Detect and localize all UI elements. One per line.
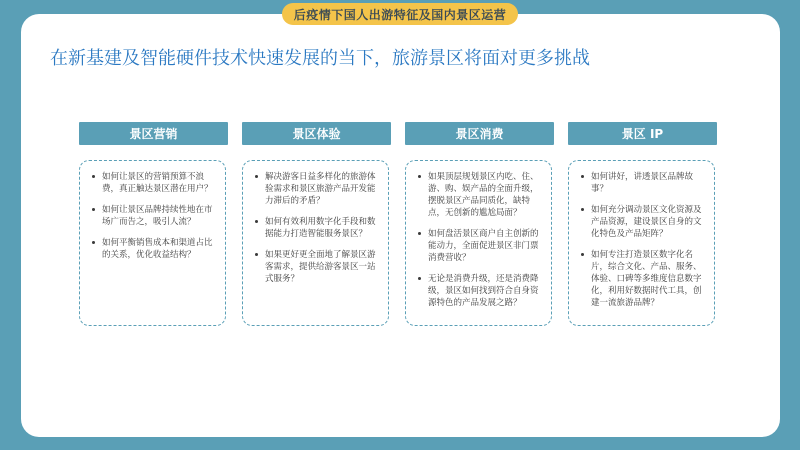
column-header-marketing: 景区营销: [79, 122, 228, 145]
question-list: [253, 171, 380, 285]
column-box-consumption: [405, 160, 552, 326]
column-box-ip: [568, 160, 715, 326]
list-item: 如何有效利用数字化手段和数据能力打造智能服务景区？: [253, 216, 380, 240]
column-box-marketing: [79, 160, 226, 326]
list-item: 如何专注打造景区数字化名片，综合文化、产品、服务、体验、口碑等多维度信息数字化，利用好数据时代工具，创建一流旅游品牌？: [579, 249, 706, 309]
list-item: 如何讲好，讲透景区品牌故事？: [579, 171, 706, 195]
list-item: 解决游客日益多样化的旅游体验需求和景区旅游产品开发能力滞后的矛盾？: [253, 171, 380, 207]
page-heading: 在新基建及智能硬件技术快速发展的当下，旅游景区将面对更多挑战: [50, 48, 590, 69]
column-header-experience: 景区体验: [242, 122, 391, 145]
column-header-ip: 景区 IP: [568, 122, 717, 145]
question-list: [579, 171, 706, 309]
list-item: 如何平衡销售成本和渠道占比的关系，优化收益结构？: [90, 237, 217, 261]
question-list: [90, 171, 217, 261]
list-item: 无论是消费升级，还是消费降级，景区如何找到符合自身资源特色的产品发展之路？: [416, 273, 543, 309]
list-item: 如何盘活景区商户自主创新的能动力，全面促进景区非门票消费营收？: [416, 228, 543, 264]
list-item: 如果更好更全面地了解景区游客需求，提供给游客景区一站式服务？: [253, 249, 380, 285]
list-item: 如何充分调动景区文化资源及产品资源，建设景区自身的文化特色及产品矩阵？: [579, 204, 706, 240]
column-header-consumption: 景区消费: [405, 122, 554, 145]
question-list: [416, 171, 543, 309]
list-item: 如何让景区的营销预算不浪费，真正触达景区潜在用户？: [90, 171, 217, 195]
column-box-experience: [242, 160, 389, 326]
page-banner: 后疫情下国人出游特征及国内景区运营: [282, 3, 518, 25]
list-item: 如何让景区品牌持续性地在市场广而告之，吸引人流？: [90, 204, 217, 228]
list-item: 如果顶层规划景区内吃、住、游、购、娱产品的全面升级，摆脱景区产品同质化，缺特点，无创新的尴尬局面？: [416, 171, 543, 219]
